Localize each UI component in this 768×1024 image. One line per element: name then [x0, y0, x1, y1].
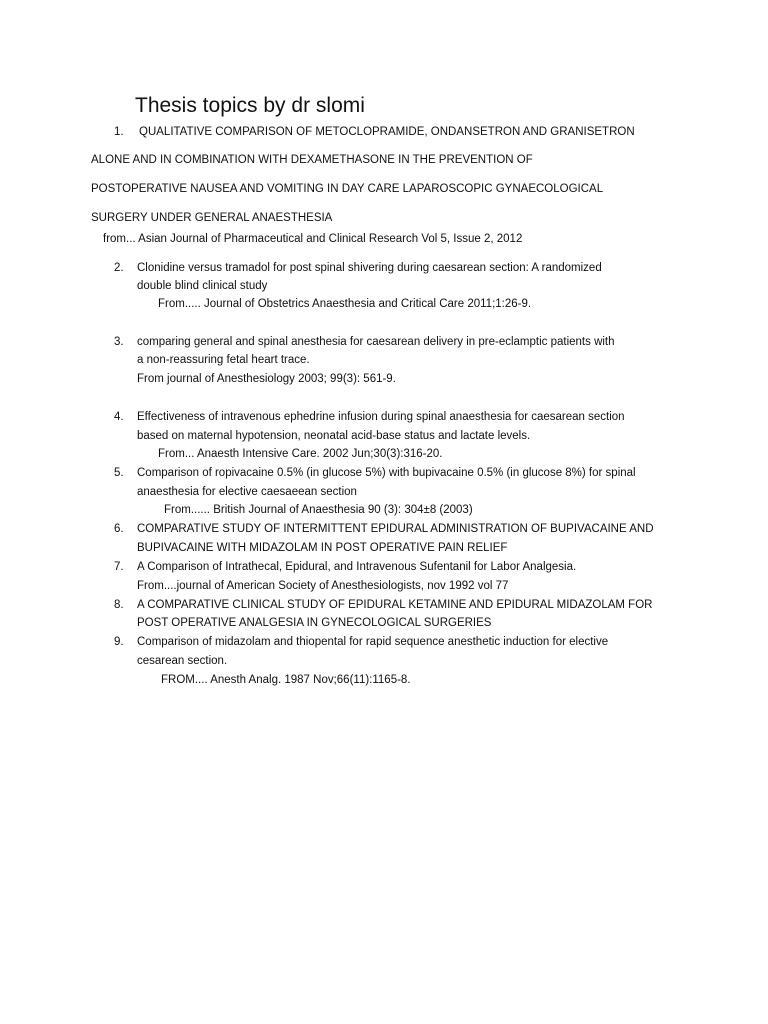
- item-6-line-1: COMPARATIVE STUDY OF INTERMITTENT EPIDURAL ADMINISTRATION OF BUPIVACAINE AND: [137, 523, 654, 535]
- item-7-number: 7.: [114, 561, 124, 573]
- item-9-source: FROM.... Anesth Analg. 1987 Nov;66(11):1165-8.: [161, 674, 411, 686]
- item-3-line-2: a non-reassuring fetal heart trace.: [137, 354, 310, 366]
- item-6-line-2: BUPIVACAINE WITH MIDAZOLAM IN POST OPERATIVE PAIN RELIEF: [137, 542, 508, 554]
- item-5-number: 5.: [114, 467, 124, 479]
- item-2-line-1: Clonidine versus tramadol for post spinal shivering during caesarean section: A randomized: [137, 262, 602, 274]
- item-3-source: From journal of Anesthesiology 2003; 99(3): 561-9.: [137, 373, 396, 385]
- item-4-source: From... Anaesth Intensive Care. 2002 Jun;30(3):316-20.: [158, 448, 443, 460]
- item-1-line-3: POSTOPERATIVE NAUSEA AND VOMITING IN DAY CARE LAPAROSCOPIC GYNAECOLOGICAL: [91, 183, 604, 195]
- item-6-number: 6.: [114, 523, 124, 535]
- item-5-source: From...... British Journal of Anaesthesia 90 (3): 304±8 (2003): [164, 504, 473, 516]
- item-2-source: From..... Journal of Obstetrics Anaesthesia and Critical Care 2011;1:26-9.: [158, 298, 532, 310]
- item-9-number: 9.: [114, 636, 124, 648]
- item-1-line-1: QUALITATIVE COMPARISON OF METOCLOPRAMIDE, ONDANSETRON AND GRANISETRON: [139, 126, 635, 138]
- item-1-line-4: SURGERY UNDER GENERAL ANAESTHESIA: [91, 212, 333, 224]
- item-8-line-1: A COMPARATIVE CLINICAL STUDY OF EPIDURAL KETAMINE AND EPIDURAL MIDAZOLAM FOR: [137, 599, 653, 611]
- item-5-line-2: anaesthesia for elective caesaeean section: [137, 486, 357, 498]
- item-4-number: 4.: [114, 411, 124, 423]
- document-title: Thesis topics by dr slomi: [135, 94, 365, 117]
- item-3-number: 3.: [114, 336, 124, 348]
- item-8-line-2: POST OPERATIVE ANALGESIA IN GYNECOLOGICAL SURGERIES: [137, 617, 492, 629]
- item-2-line-2: double blind clinical study: [137, 280, 268, 292]
- item-1-source: from... Asian Journal of Pharmaceutical and Clinical Research Vol 5, Issue 2, 2012: [103, 233, 523, 245]
- item-4-line-1: Effectiveness of intravenous ephedrine infusion during spinal anaesthesia for caesarean section: [137, 411, 625, 423]
- item-7-source: From....journal of American Society of Anesthesiologists, nov 1992 vol 77: [137, 580, 509, 592]
- item-7-line-1: A Comparison of Intrathecal, Epidural, and Intravenous Sufentanil for Labor Analgesia.: [137, 561, 577, 573]
- item-9-line-2: cesarean section.: [137, 655, 228, 667]
- item-4-line-2: based on maternal hypotension, neonatal acid-base status and lactate levels.: [137, 430, 531, 442]
- item-1-number: 1.: [114, 126, 124, 138]
- item-3-line-1: comparing general and spinal anesthesia for caesarean delivery in pre-eclamptic patients with: [137, 336, 615, 348]
- item-5-line-1: Comparison of ropivacaine 0.5% (in glucose 5%) with bupivacaine 0.5% (in glucose 8%) for spinal: [137, 467, 636, 479]
- item-2-number: 2.: [114, 262, 124, 274]
- item-8-number: 8.: [114, 599, 124, 611]
- item-1-line-2: ALONE AND IN COMBINATION WITH DEXAMETHASONE IN THE PREVENTION OF: [91, 154, 533, 166]
- item-9-line-1: Comparison of midazolam and thiopental for rapid sequence anesthetic induction for elective: [137, 636, 609, 648]
